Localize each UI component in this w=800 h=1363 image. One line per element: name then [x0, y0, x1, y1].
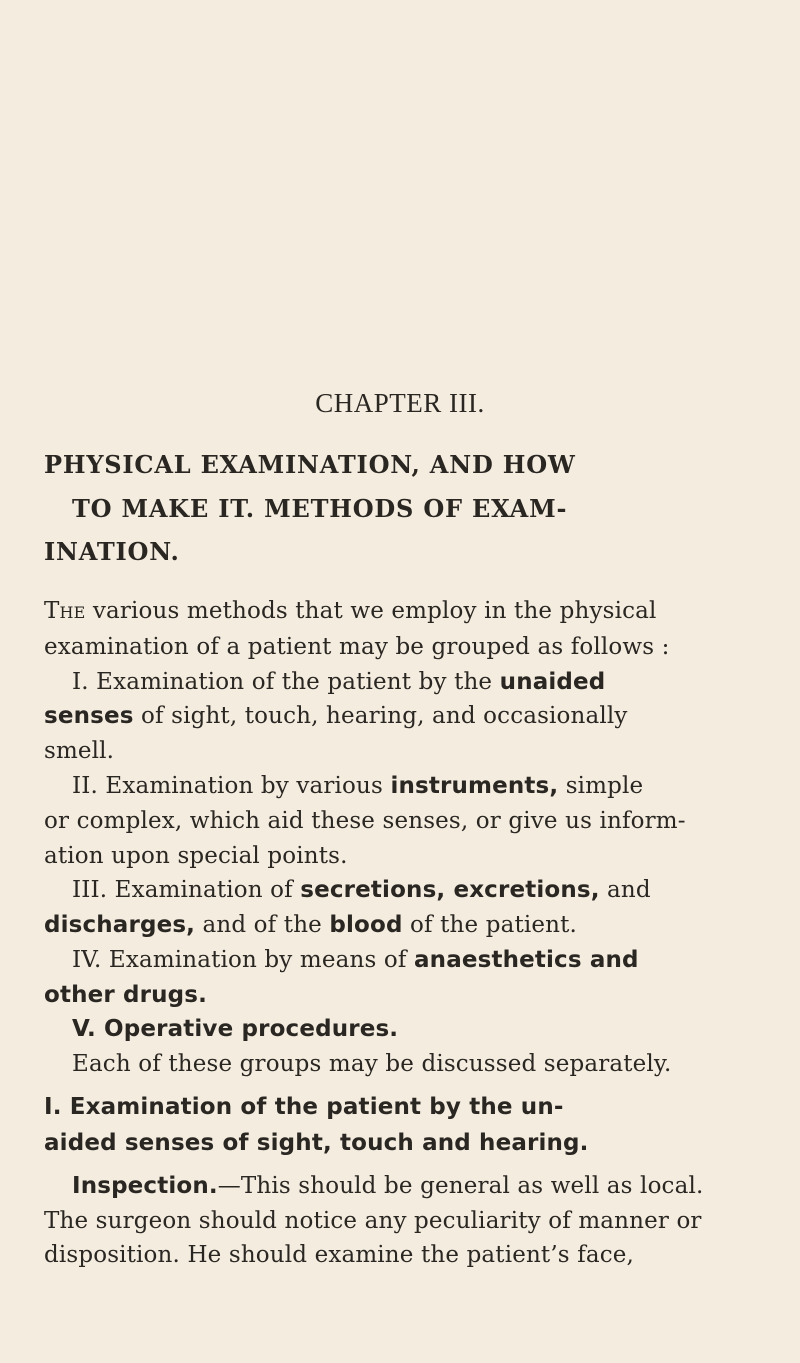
- chapter-title-line-3: INATION.: [44, 537, 180, 566]
- item-1-text-d: of sight, touch, hearing, and occasionally: [133, 703, 628, 729]
- item-2-line-2: or complex, which aid these senses, or give us inform-: [44, 808, 686, 834]
- item-1-bold-unaided: unaided: [499, 669, 606, 695]
- item-2-line-1: [72, 771, 643, 801]
- item-4-bold-other-drugs: other drugs.: [44, 982, 207, 1008]
- item-3-line-1: [72, 875, 651, 905]
- item-1-text-a: I. Examination of the patient by the: [72, 669, 500, 695]
- item-3-bold-secretions: secretions, excretions,: [300, 877, 600, 903]
- item-3-bold-blood: blood: [329, 912, 403, 938]
- inspection-label: Inspection.: [72, 1173, 218, 1199]
- item-3-text-c: and: [599, 877, 651, 903]
- item-4-bold-anaesthetics: anaesthetics and: [414, 947, 639, 973]
- item-2-text-a: II. Examination by various: [72, 773, 391, 799]
- item-3-text-e: and of the: [195, 912, 330, 938]
- intro-word-the: The: [44, 598, 86, 624]
- intro-line-1: [44, 596, 656, 626]
- item-2-text-c: simple: [558, 773, 644, 799]
- item-2-bold-instruments: instruments,: [390, 773, 559, 799]
- inspection-text-a: —This should be general as well as local.: [217, 1173, 704, 1199]
- item-4-line-1: [72, 945, 639, 975]
- intro-line-2: examination of a patient may be grouped as follows :: [44, 634, 670, 660]
- intro-line-1-text: various methods that we employ in the physical: [85, 598, 657, 624]
- item-1-bold-senses: senses: [44, 703, 134, 729]
- inspection-line-2: The surgeon should notice any peculiarity of manner or: [44, 1208, 702, 1234]
- item-5-line-1: V. Operative procedures.: [72, 1016, 399, 1042]
- item-3-text-a: III. Examination of: [72, 877, 301, 903]
- chapter-title-line-2: TO MAKE IT. METHODS OF EXAM-: [72, 494, 568, 523]
- item-4-text-a: IV. Examination by means of: [72, 947, 414, 973]
- item-1-line-1: [72, 667, 605, 697]
- item-3-text-g: of the patient.: [402, 912, 577, 938]
- inspection-line-1: [72, 1171, 703, 1201]
- item-3-line-2: [44, 910, 577, 940]
- chapter-title-line-1: PHYSICAL EXAMINATION, AND HOW: [44, 450, 576, 479]
- item-2-line-3: ation upon special points.: [44, 843, 348, 869]
- item-4-line-2: [44, 980, 207, 1010]
- inspection-line-3: disposition. He should examine the patient’s face,: [44, 1242, 634, 1268]
- item-1-line-3: smell.: [44, 738, 115, 764]
- chapter-heading: CHAPTER III.: [315, 388, 485, 418]
- section-heading-line-1: I. Examination of the patient by the un-: [44, 1094, 564, 1120]
- item-3-bold-discharges: discharges,: [44, 912, 196, 938]
- item-1-line-2: [44, 701, 628, 731]
- section-heading-line-2: aided senses of sight, touch and hearing.: [44, 1130, 589, 1156]
- each-groups-line: Each of these groups may be discussed separately.: [72, 1051, 672, 1077]
